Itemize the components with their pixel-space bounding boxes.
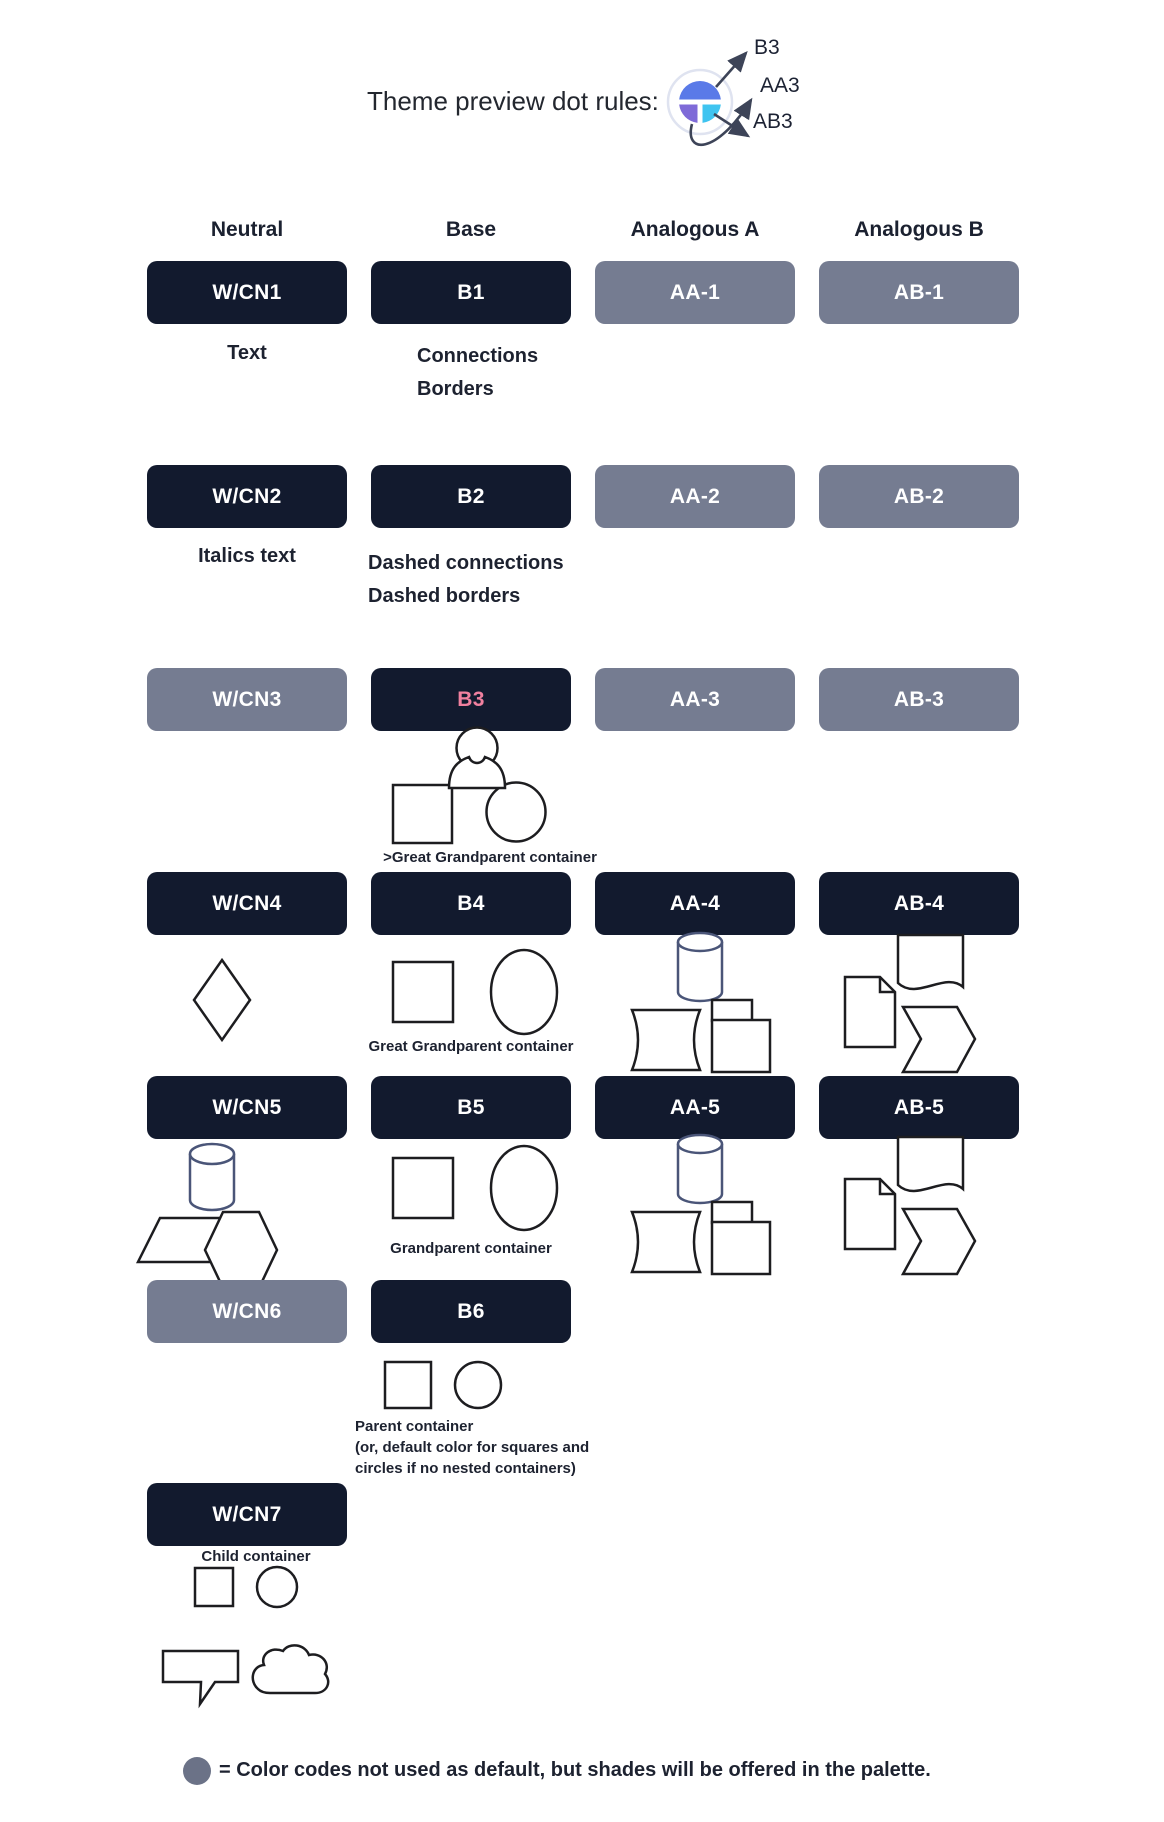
- swatch-b2[interactable]: [371, 465, 571, 528]
- swatch-label: AB-4: [893, 891, 945, 915]
- swatch-wcn7[interactable]: [147, 1483, 347, 1546]
- square-shape: [393, 962, 453, 1022]
- caption-line: Dashed borders: [368, 585, 521, 607]
- wcn4-shape-group: [190, 956, 254, 1044]
- swatch-label: B1: [457, 280, 485, 304]
- swatch-label: AA-2: [669, 484, 721, 508]
- aa5-shape-group: [612, 1130, 782, 1280]
- caption-dashed: [368, 547, 564, 613]
- swatch-label: AA-3: [669, 687, 721, 711]
- swatch-b4[interactable]: [371, 872, 571, 935]
- b6-shape-group: [383, 1358, 563, 1412]
- swatch-wcn3[interactable]: [147, 668, 347, 731]
- b4-shape-group: [390, 948, 570, 1038]
- swatch-label: AB-2: [893, 484, 945, 508]
- aa4-shape-group: [612, 928, 782, 1078]
- curved-panel-shape: [632, 1212, 700, 1272]
- wcn5-shape-group: [118, 1138, 288, 1293]
- swatch-label: W/CN7: [212, 1502, 282, 1526]
- caption-line: Parent container: [355, 1418, 474, 1435]
- swatch-label: B3: [457, 687, 485, 711]
- caption-parent: [355, 1416, 589, 1479]
- swatch-b6[interactable]: [371, 1280, 571, 1343]
- swatch-label: B6: [457, 1299, 485, 1323]
- cloud-shape: [253, 1645, 328, 1693]
- folded-page-shape: [845, 977, 895, 1047]
- swatch-wcn6[interactable]: [147, 1280, 347, 1343]
- swatch-label: W/CN3: [212, 687, 282, 711]
- note-card-shape: [712, 1000, 770, 1072]
- swatch-label: W/CN6: [212, 1299, 282, 1323]
- preview-dot-pie-icon: [679, 81, 721, 123]
- cylinder-shape: [190, 1144, 234, 1210]
- speech-bubble-shape: [163, 1651, 238, 1704]
- caption-line: Dashed connections: [368, 552, 564, 574]
- person-icon: [449, 728, 505, 789]
- caption-line: Borders: [417, 378, 494, 400]
- dot-rule-label-b3: B3: [754, 36, 780, 59]
- dot-rule-label-ab3: AB3: [753, 110, 793, 133]
- swatch-b1[interactable]: [371, 261, 571, 324]
- swatch-wcn5[interactable]: [147, 1076, 347, 1139]
- cylinder-shape: [678, 933, 722, 1001]
- folded-page-shape: [845, 1179, 895, 1249]
- swatch-aa3[interactable]: [595, 668, 795, 731]
- swatch-label: W/CN1: [212, 280, 282, 304]
- column-header-neutral: Neutral: [210, 218, 284, 241]
- swatch-label: W/CN5: [212, 1095, 282, 1119]
- document-wave-shape: [898, 1137, 963, 1191]
- caption-connections-borders: [417, 340, 538, 406]
- caption-great-grandparent: Great Grandparent container: [368, 1038, 574, 1055]
- square-shape: [393, 785, 452, 843]
- swatch-ab1[interactable]: [819, 261, 1019, 324]
- swatch-wcn2[interactable]: [147, 465, 347, 528]
- swatch-aa1[interactable]: [595, 261, 795, 324]
- swatch-b5[interactable]: [371, 1076, 571, 1139]
- swatch-label: AA-1: [669, 280, 721, 304]
- swatch-label: W/CN4: [212, 891, 282, 915]
- swatch-label: AA-5: [669, 1095, 721, 1119]
- curved-panel-shape: [632, 1010, 700, 1070]
- circle-shape: [257, 1567, 297, 1607]
- swatch-label: AB-3: [893, 687, 945, 711]
- swatch-label: B2: [457, 484, 485, 508]
- arrow-to-ab3: [714, 114, 748, 136]
- column-header-analogous-a: Analogous A: [630, 218, 760, 241]
- chevron-shape: [903, 1007, 975, 1072]
- b5-shape-group: [390, 1146, 570, 1236]
- note-card-shape: [712, 1202, 770, 1274]
- cylinder-shape: [678, 1135, 722, 1203]
- dot-rule-label-aa3: AA3: [760, 74, 800, 97]
- wcn7-shape-group: [193, 1564, 303, 1610]
- dot-segment-analogous-a: [679, 105, 697, 123]
- swatch-label: B5: [457, 1095, 485, 1119]
- square-shape: [393, 1158, 453, 1218]
- ellipse-shape: [491, 950, 557, 1034]
- wcn7-shape-group-2: [155, 1638, 340, 1710]
- diamond-shape: [194, 960, 250, 1040]
- swatch-label: B4: [457, 891, 485, 915]
- swatch-label: AB-1: [893, 280, 945, 304]
- square-shape: [385, 1362, 431, 1408]
- swatch-ab3[interactable]: [819, 668, 1019, 731]
- swatch-b3[interactable]: [371, 668, 571, 731]
- caption-line: (or, default color for squares and: [355, 1439, 590, 1456]
- column-header-base: Base: [445, 218, 497, 241]
- caption-line: Connections: [417, 345, 539, 367]
- dot-segment-base: [679, 81, 721, 99]
- swatch-label: AB-5: [893, 1095, 945, 1119]
- swatch-aa2[interactable]: [595, 465, 795, 528]
- ellipse-shape: [491, 1146, 557, 1230]
- circle-shape: [487, 783, 546, 842]
- ab4-shape-group: [833, 925, 993, 1080]
- legend-text: = Color codes not used as default, but shades will be offered in the palette.: [219, 1759, 931, 1781]
- dot-segment-analogous-b: [703, 105, 721, 123]
- circle-shape: [455, 1362, 501, 1408]
- page-title: Theme preview dot rules:: [367, 86, 659, 116]
- swatch-wcn1[interactable]: [147, 261, 347, 324]
- caption-grandparent: Grandparent container: [390, 1240, 552, 1257]
- square-shape: [195, 1568, 233, 1606]
- swatch-label: AA-4: [669, 891, 721, 915]
- chevron-shape: [903, 1209, 975, 1274]
- arrow-to-b3: [716, 53, 746, 87]
- caption-italics-text: Italics text: [198, 545, 296, 567]
- swatch-label: W/CN2: [212, 484, 282, 508]
- caption-text: Text: [227, 342, 267, 364]
- caption-child-container: Child container: [201, 1548, 311, 1565]
- swatch-ab2[interactable]: [819, 465, 1019, 528]
- b3-shape-group: [380, 726, 610, 848]
- swatch-aa4[interactable]: [595, 872, 795, 935]
- ab5-shape-group: [833, 1127, 993, 1282]
- document-wave-shape: [898, 935, 963, 989]
- caption-gt-great-grandparent: >Great Grandparent container: [383, 849, 597, 866]
- caption-line: circles if no nested containers): [355, 1460, 576, 1477]
- arrow-to-aa3: [691, 100, 751, 145]
- swatch-wcn4[interactable]: [147, 872, 347, 935]
- legend-dot: [183, 1757, 211, 1785]
- column-header-analogous-b: Analogous B: [854, 218, 984, 241]
